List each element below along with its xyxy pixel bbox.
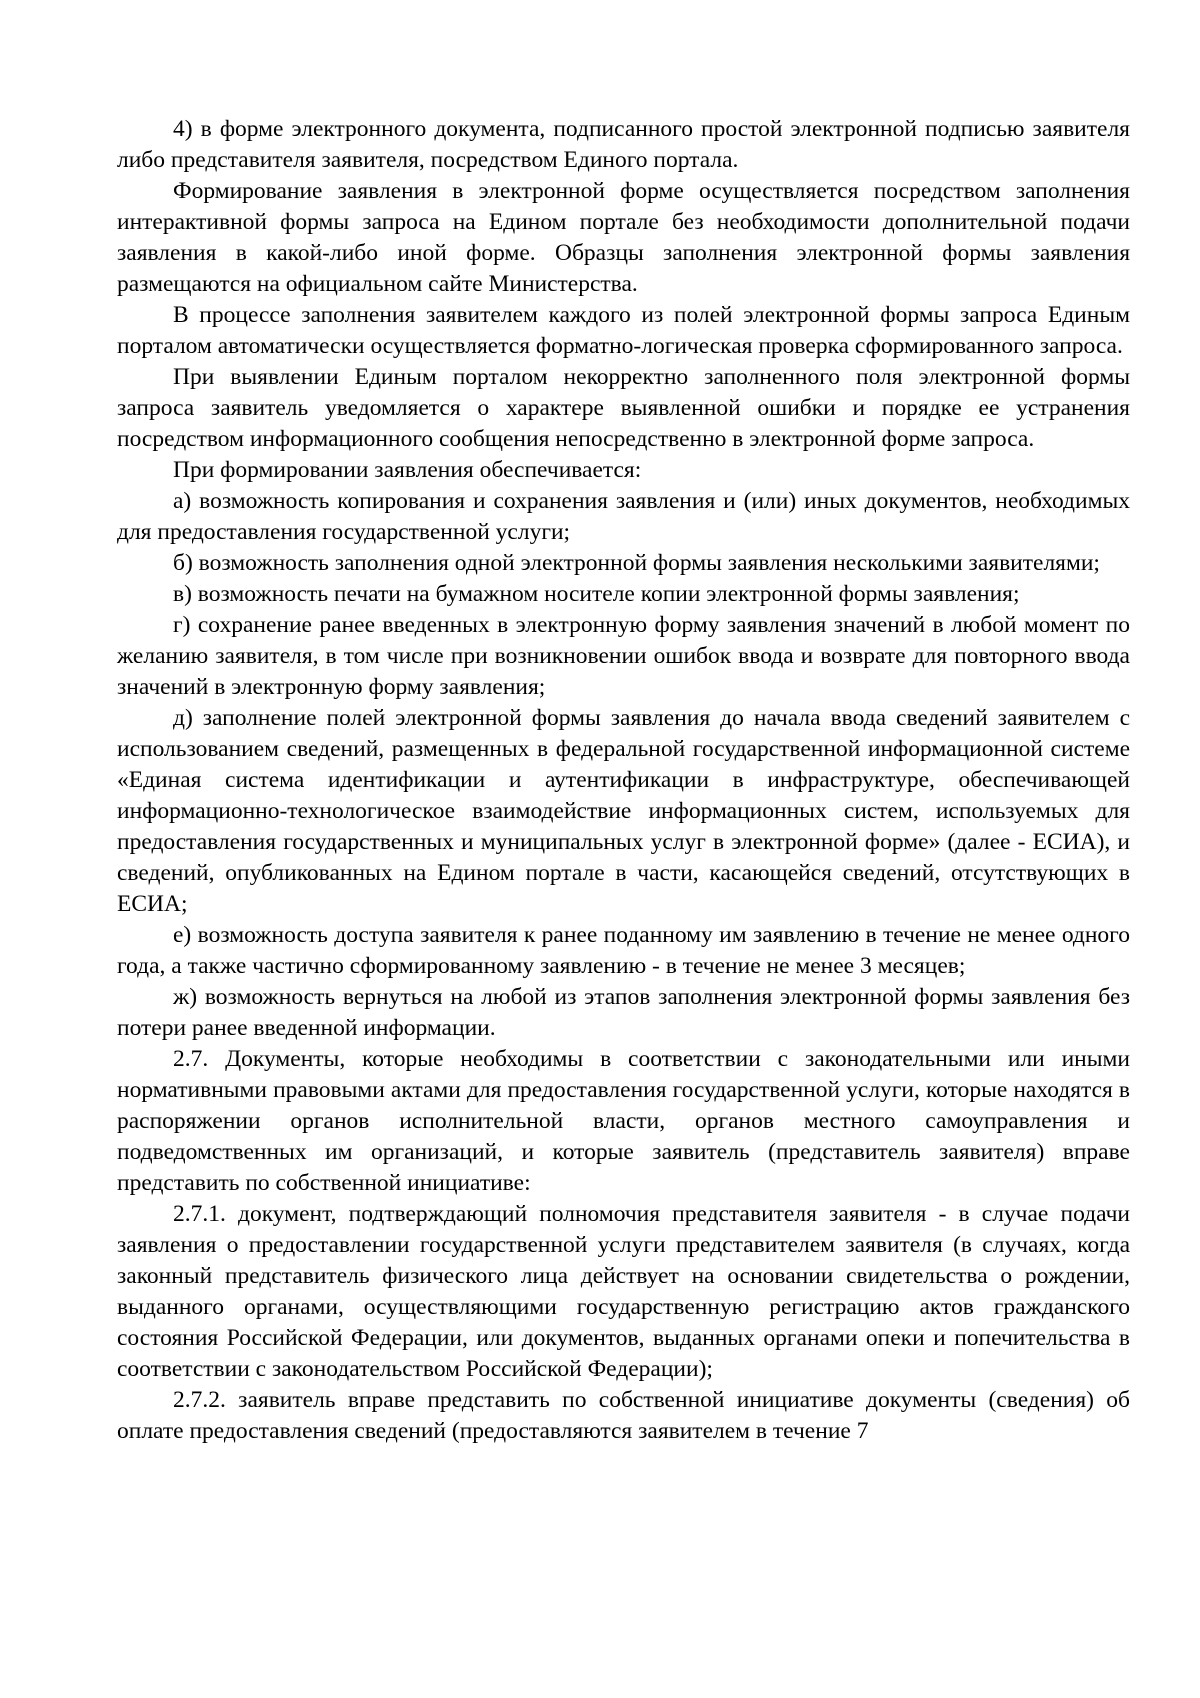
list-item-a: а) возможность копирования и сохранения заявления и (или) иных документов, необходимых для предоставления государственной услуги; <box>117 488 1130 545</box>
paragraph-error-notice: При выявлении Единым порталом некорректно заполненного поля электронной формы запроса заявитель уведомляется о характере выявленной ошибки и порядке ее устранения посредством информационного сообщения непосредственно в электронной форме запроса. <box>117 364 1130 452</box>
paragraph-electronic-form: Формирование заявления в электронной форме осуществляется посредством заполнения интерактивной формы запроса на Едином портале без необходимости дополнительной подачи заявления в какой-либо иной форме. Образцы заполнения электронной формы заявления размещаются на официальном сайте Министерства. <box>117 178 1130 297</box>
list-item-zh: ж) возможность вернуться на любой из этапов заполнения электронной формы заявления без потери ранее введенной информации. <box>117 984 1130 1041</box>
paragraph-format-check: В процессе заполнения заявителем каждого из полей электронной формы запроса Единым порталом автоматически осуществляется форматно-логическая проверка сформированного запроса. <box>117 302 1130 359</box>
list-item-e: е) возможность доступа заявителя к ранее поданному им заявлению в течение не менее одного года, а также частично сформированному заявлению - в течение не менее 3 месяцев; <box>117 922 1130 979</box>
list-item-b: б) возможность заполнения одной электронной формы заявления несколькими заявителями; <box>173 550 1100 576</box>
section-2-7-1: 2.7.1. документ, подтверждающий полномочия представителя заявителя - в случае подачи заявления о предоставлении государственной услуги представителем заявителя (в случаях, когда законный представитель физического лица действует на основании свидетельства о рождении, выданного органами, осуществляющими государственную регистрацию актов гражданского состояния Российской Федерации, или документов, выданных органами опеки и попечительства в соответствии с законодательством Российской Федерации); <box>117 1201 1130 1382</box>
section-2-7-2: 2.7.2. заявитель вправе представить по собственной инициативе документы (сведения) об оплате предоставления сведений (предоставляются заявителем в течение 7 <box>117 1387 1130 1444</box>
list-item-g: г) сохранение ранее введенных в электронную форму заявления значений в любой момент по желанию заявителя, в том числе при возникновении ошибок ввода и возврате для повторного ввода значений в электронную форму заявления; <box>117 612 1130 700</box>
paragraph-item-4: 4) в форме электронного документа, подписанного простой электронной подписью заявителя либо представителя заявителя, посредством Единого портала. <box>117 116 1130 173</box>
document-page <box>117 114 1130 1447</box>
paragraph-provided-features: При формировании заявления обеспечивается: <box>173 457 642 483</box>
list-item-d: д) заполнение полей электронной формы заявления до начала ввода сведений заявителем с использованием сведений, размещенных в федеральной государственной информационной системе «Единая система идентификации и аутентификации в инфраструктуре, обеспечивающей информационно-технологическое взаимодействие информационных систем, используемых для предоставления государственных и муниципальных услуг в электронной форме» (далее - ЕСИА), и сведений, опубликованных на Едином портале в части, касающейся сведений, отсутствующих в ЕСИА; <box>117 705 1130 917</box>
list-item-v: в) возможность печати на бумажном носителе копии электронной формы заявления; <box>173 581 1020 607</box>
section-2-7: 2.7. Документы, которые необходимы в соответствии с законодательными или иными нормативными правовыми актами для предоставления государственной услуги, которые находятся в распоряжении органов исполнительной власти, органов местного самоуправления и подведомственных им организаций, и которые заявитель (представитель заявителя) вправе представить по собственной инициативе: <box>117 1046 1130 1196</box>
